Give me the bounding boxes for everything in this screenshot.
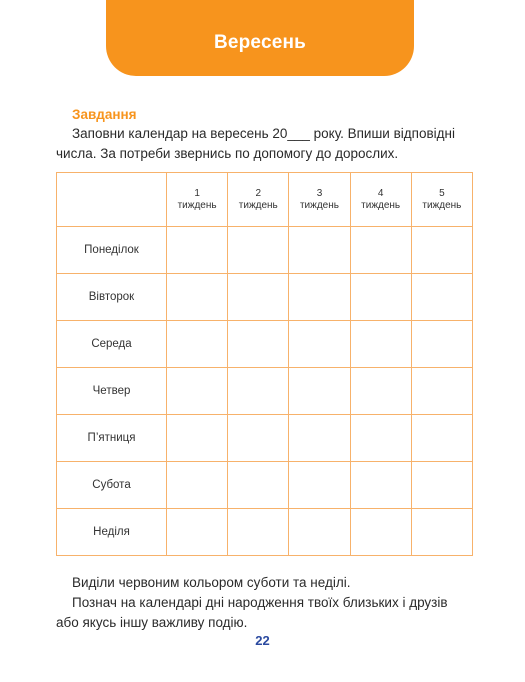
date-cell[interactable] bbox=[167, 368, 228, 415]
calendar-table bbox=[56, 172, 473, 556]
week-header-2 bbox=[228, 173, 289, 227]
month-header-tab bbox=[106, 0, 414, 76]
date-cell[interactable] bbox=[411, 321, 472, 368]
date-cell[interactable] bbox=[350, 509, 411, 556]
date-cell[interactable] bbox=[289, 227, 350, 274]
date-cell[interactable] bbox=[350, 227, 411, 274]
day-label: Понеділок bbox=[57, 227, 167, 274]
week-number: 5 bbox=[439, 187, 445, 199]
date-cell[interactable] bbox=[411, 274, 472, 321]
date-cell[interactable] bbox=[411, 462, 472, 509]
date-cell[interactable] bbox=[167, 462, 228, 509]
week-label: тиждень bbox=[238, 199, 278, 211]
week-label: тиждень bbox=[177, 199, 217, 211]
instructions-text bbox=[56, 573, 484, 633]
date-cell[interactable] bbox=[350, 321, 411, 368]
calendar-header-row bbox=[57, 173, 473, 227]
instruction-line-1: Виділи червоним кольором суботи та неділі. bbox=[72, 575, 351, 590]
instruction-line-3: або якусь іншу важливу подію. bbox=[56, 615, 248, 630]
day-label: Четвер bbox=[57, 368, 167, 415]
week-header-3 bbox=[289, 173, 350, 227]
week-header-1 bbox=[167, 173, 228, 227]
day-label: Неділя bbox=[57, 509, 167, 556]
date-cell[interactable] bbox=[228, 368, 289, 415]
week-number: 1 bbox=[194, 187, 200, 199]
corner-cell bbox=[57, 173, 167, 227]
date-cell[interactable] bbox=[289, 462, 350, 509]
date-cell[interactable] bbox=[350, 415, 411, 462]
date-cell[interactable] bbox=[289, 415, 350, 462]
week-label: тиждень bbox=[422, 199, 462, 211]
instruction-line-2: Познач на календарі дні народження твоїх близьких і друзів bbox=[72, 595, 448, 610]
week-number: 3 bbox=[316, 187, 323, 199]
date-cell[interactable] bbox=[350, 274, 411, 321]
calendar-row-friday bbox=[57, 415, 473, 462]
day-label: Субота bbox=[57, 462, 167, 509]
date-cell[interactable] bbox=[289, 274, 350, 321]
calendar-row-tuesday bbox=[57, 274, 473, 321]
date-cell[interactable] bbox=[350, 462, 411, 509]
week-number: 4 bbox=[377, 187, 384, 199]
date-cell[interactable] bbox=[228, 462, 289, 509]
date-cell[interactable] bbox=[411, 415, 472, 462]
week-label: тиждень bbox=[361, 199, 401, 211]
week-header-4 bbox=[350, 173, 411, 227]
date-cell[interactable] bbox=[228, 227, 289, 274]
date-cell[interactable] bbox=[167, 321, 228, 368]
date-cell[interactable] bbox=[167, 415, 228, 462]
week-number: 2 bbox=[255, 187, 262, 199]
calendar-row-wednesday bbox=[57, 321, 473, 368]
calendar-row-sunday bbox=[57, 509, 473, 556]
day-label: Вівторок bbox=[57, 274, 167, 321]
calendar-row-saturday bbox=[57, 462, 473, 509]
week-header-5 bbox=[411, 173, 472, 227]
date-cell[interactable] bbox=[167, 509, 228, 556]
date-cell[interactable] bbox=[289, 321, 350, 368]
task-text-line-1: Заповни календар на вересень 20___ року. Впиши відповідні bbox=[72, 126, 455, 141]
calendar-row-monday bbox=[57, 227, 473, 274]
calendar-row-thursday bbox=[57, 368, 473, 415]
date-cell[interactable] bbox=[289, 509, 350, 556]
page-number: 22 bbox=[255, 633, 270, 648]
date-cell[interactable] bbox=[167, 227, 228, 274]
date-cell[interactable] bbox=[411, 368, 472, 415]
date-cell[interactable] bbox=[411, 227, 472, 274]
task-text bbox=[56, 124, 484, 164]
date-cell[interactable] bbox=[167, 274, 228, 321]
date-cell[interactable] bbox=[228, 415, 289, 462]
date-cell[interactable] bbox=[289, 368, 350, 415]
month-title: Вересень bbox=[213, 32, 307, 53]
task-label: Завдання bbox=[72, 107, 137, 122]
date-cell[interactable] bbox=[228, 274, 289, 321]
day-label: П’ятниця bbox=[57, 415, 167, 462]
week-label: тиждень bbox=[299, 199, 339, 211]
date-cell[interactable] bbox=[228, 509, 289, 556]
date-cell[interactable] bbox=[350, 368, 411, 415]
date-cell[interactable] bbox=[411, 509, 472, 556]
task-text-line-2: числа. За потреби звернись по допомогу до дорослих. bbox=[56, 146, 399, 161]
day-label: Середа bbox=[57, 321, 167, 368]
date-cell[interactable] bbox=[228, 321, 289, 368]
